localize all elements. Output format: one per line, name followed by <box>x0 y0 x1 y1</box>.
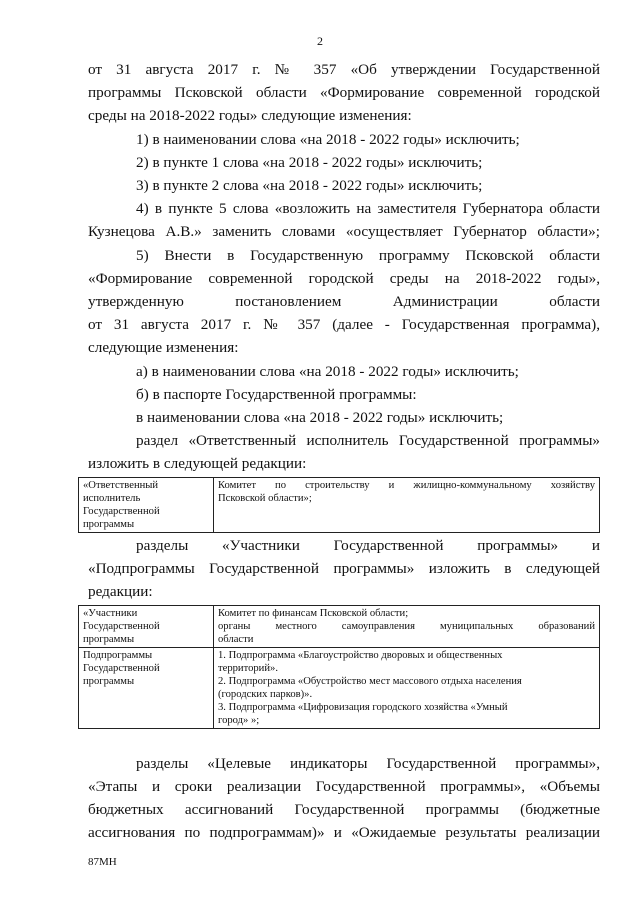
cell-line: (городских парков)». <box>218 689 313 700</box>
document-code: 87МН <box>88 856 117 868</box>
text-line: от 31 августа 2017 г. № 357 «Об утверждении Государственной <box>88 61 600 78</box>
text-line: программы Псковской области «Формирование современной городской <box>88 84 600 101</box>
table-cell-label <box>79 478 214 533</box>
text-line: «Этапы и сроки реализации Государственной программы», «Объемы <box>88 778 600 795</box>
cell-line: территорий». <box>218 663 278 674</box>
cell-line: программы <box>83 519 135 530</box>
text-line: от 31 августа 2017 г. № 357 (далее - Государственная программа), <box>88 316 600 333</box>
table-cell-label <box>79 606 214 648</box>
table-row <box>79 648 600 729</box>
text-line: Кузнецова А.В.» заменить словами «осуществляет Губернатор области»; <box>88 223 600 240</box>
text-line: «Подпрограммы Государственной программы» изложить в следующей <box>88 560 600 577</box>
table-cell-label <box>79 648 214 729</box>
text-line: 5) Внести в Государственную программу Псковской области <box>136 247 600 264</box>
cell-line: Государственной <box>83 621 160 632</box>
table-participants-subprograms <box>78 605 600 729</box>
cell-line: «Ответственный <box>83 480 159 491</box>
cell-line: 1. Подпрограмма «Благоустройство дворовых и общественных <box>218 650 503 661</box>
text-line: ассигнования по подпрограммам)» и «Ожидаемые результаты реализации <box>88 824 600 841</box>
text-line: 4) в пункте 5 слова «возложить на заместителя Губернатора области <box>136 200 600 217</box>
table-responsible-executor <box>78 477 600 533</box>
text-line: бюджетных ассигнований Государственной программы (бюджетные <box>88 801 600 818</box>
text-line: утвержденную постановлением Администрации области <box>88 293 600 310</box>
text-line: разделы «Участники Государственной программы» и <box>136 537 600 554</box>
text-line: 1) в наименовании слова «на 2018 - 2022 годы» исключить; <box>136 131 520 148</box>
table-cell-value <box>214 606 600 648</box>
text-line: а) в наименовании слова «на 2018 - 2022 годы» исключить; <box>136 363 519 380</box>
table-row <box>79 606 600 648</box>
cell-line: 2. Подпрограмма «Обустройство мест массового отдыха населения <box>218 676 522 687</box>
page-number: 2 <box>317 34 323 48</box>
text-line: 2) в пункте 1 слова «на 2018 - 2022 годы» исключить; <box>136 154 483 171</box>
cell-line: Государственной <box>83 663 160 674</box>
cell-line: области <box>218 634 254 645</box>
cell-line: город» »; <box>218 715 260 726</box>
text-line: разделы «Целевые индикаторы Государственной программы», <box>136 755 600 772</box>
cell-line: органы местного самоуправления муниципальных образований <box>218 621 595 632</box>
cell-line: Комитет по строительству и жилищно-коммунальному хозяйству <box>218 480 595 491</box>
text-line: «Формирование современной городской среды на 2018-2022 годы», <box>88 270 600 287</box>
table-cell-value <box>214 648 600 729</box>
text-line: следующие изменения: <box>88 339 239 356</box>
cell-line: «Участники <box>83 608 138 619</box>
text-line: в наименовании слова «на 2018 - 2022 годы» исключить; <box>136 409 504 426</box>
text-line: б) в паспорте Государственной программы: <box>136 386 417 403</box>
text-line: редакции: <box>88 583 153 600</box>
cell-line: исполнитель <box>83 493 141 504</box>
table-row <box>79 478 600 533</box>
cell-line: Псковской области»; <box>218 493 312 504</box>
cell-line: программы <box>83 676 135 687</box>
text-line: изложить в следующей редакции: <box>88 455 307 472</box>
cell-line: Подпрограммы <box>83 650 153 661</box>
cell-line: программы <box>83 634 135 645</box>
text-line: раздел «Ответственный исполнитель Государственной программы» <box>136 432 600 449</box>
cell-line: Комитет по финансам Псковской области; <box>218 608 409 619</box>
table-cell-value <box>214 478 600 533</box>
text-line: среды на 2018-2022 годы» следующие изменения: <box>88 107 412 124</box>
cell-line: 3. Подпрограмма «Цифровизация городского хозяйства «Умный <box>218 702 508 713</box>
cell-line: Государственной <box>83 506 160 517</box>
text-line: 3) в пункте 2 слова «на 2018 - 2022 годы» исключить; <box>136 177 483 194</box>
